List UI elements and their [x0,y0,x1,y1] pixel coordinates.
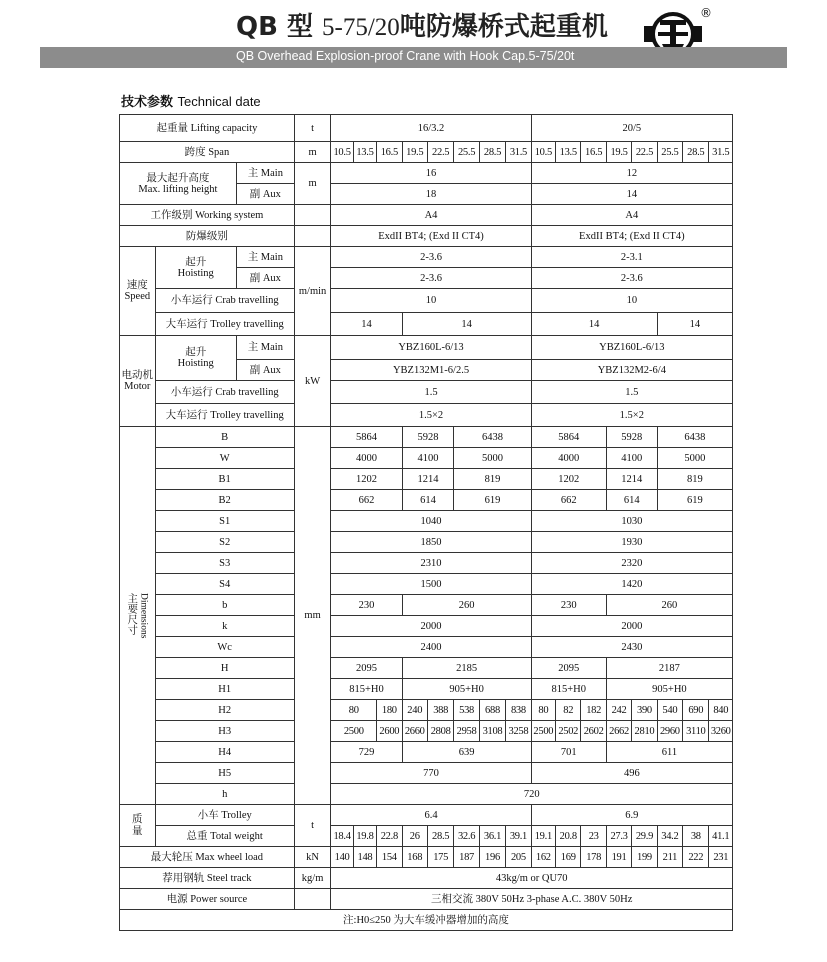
table-cell: 5000 [454,448,531,469]
registered-mark: ® [700,6,712,20]
table-cell: 1040 [331,511,531,532]
table-cell: 2187 [606,658,732,679]
table-cell: 729 [331,742,402,763]
table-cell: 10.5 [331,142,353,163]
table-cell: 23 [581,826,606,847]
table-cell: 4000 [531,448,606,469]
table-cell: 2095 [531,658,606,679]
table-cell: YBZ132M2-6/4 [531,360,732,381]
table-cell: 19.1 [531,826,555,847]
table-cell: 5928 [606,427,657,448]
row-dim-k [120,616,733,637]
table-cell: 28.5 [683,142,709,163]
table-cell: 16/3.2 [331,115,531,142]
table-cell: 1.5 [531,381,732,404]
table-cell: 14 [657,313,732,336]
table-cell: 1030 [531,511,732,532]
table-cell: H [155,658,294,679]
table-cell: 小车运行 Crab travelling [155,381,294,404]
table-cell: 4100 [402,448,454,469]
table-cell: B [155,427,294,448]
mass-label: 质量 [120,805,156,847]
table-cell: 2500 [331,721,377,742]
table-cell: 6438 [657,427,732,448]
table-cell: 540 [657,700,682,721]
motor-hoist-label: 起升 Hoisting [155,336,236,381]
table-cell: 230 [331,595,402,616]
table-cell: 180 [377,700,402,721]
table-cell: 28.5 [479,142,505,163]
row-span [120,142,733,163]
table-cell: kg/m [294,868,331,889]
table-cell: 6.4 [331,805,531,826]
table-cell: 4100 [606,448,657,469]
table-cell: 2602 [581,721,606,742]
table-cell: 小车 Trolley [155,805,294,826]
table-cell: 最大轮压 Max wheel load [120,847,295,868]
table-cell: 27.3 [606,826,631,847]
table-cell: 副 Aux [236,268,294,289]
table-cell: 22.8 [377,826,402,847]
table-cell: 2185 [402,658,531,679]
table-cell: 2808 [427,721,453,742]
table-cell: W [155,448,294,469]
table-cell: 5000 [657,448,732,469]
subtitle: QB Overhead Explosion-proof Crane with Hook Cap.5-75/20t [236,49,575,63]
table-cell: 34.2 [657,826,682,847]
table-cell: B2 [155,490,294,511]
row-dim-H5 [120,763,733,784]
table-cell: 主 Main [236,336,294,360]
table-cell: S3 [155,553,294,574]
table-cell: 815+H0 [331,679,402,700]
table-cell: 2-3.1 [531,247,732,268]
row-motor-main [120,336,733,360]
table-cell: 4000 [331,448,402,469]
table-cell: 38 [683,826,709,847]
table-cell: 2662 [606,721,631,742]
table-cell: 5864 [531,427,606,448]
table-cell: YBZ132M1-6/2.5 [331,360,531,381]
table-cell: 690 [683,700,709,721]
row-wheel-load [120,847,733,868]
table-cell: 230 [531,595,606,616]
table-cell: 3108 [479,721,505,742]
table-cell: A4 [331,205,531,226]
table-cell: 662 [331,490,402,511]
table-cell: m [294,163,331,205]
table-cell: 荐用钢轨 Steel track [120,868,295,889]
row-dim-S4 [120,574,733,595]
table-cell: 5864 [331,427,402,448]
table-cell: Wc [155,637,294,658]
table-cell: 2400 [331,637,531,658]
table-cell: 25.5 [454,142,479,163]
row-mass-total [120,826,733,847]
table-cell: 260 [402,595,531,616]
section-title: 技术参数 Technical date [121,94,261,110]
table-cell: 182 [581,700,606,721]
table-cell: 16.5 [377,142,402,163]
table-cell: 2-3.6 [331,247,531,268]
table-cell: 199 [632,847,657,868]
table-cell: 2000 [531,616,732,637]
table-cell: 175 [427,847,453,868]
table-cell: 20/5 [531,115,732,142]
table-cell: S1 [155,511,294,532]
table-cell: 905+H0 [402,679,531,700]
table-cell: kW [294,336,331,427]
table-cell: 副 Aux [236,360,294,381]
table-cell: YBZ160L-6/13 [331,336,531,360]
row-speed-main [120,247,733,268]
table-cell: 总重 Total weight [155,826,294,847]
table-cell: m/min [294,247,331,336]
table-cell: 148 [353,847,376,868]
table-cell: 1850 [331,532,531,553]
table-cell: YBZ160L-6/13 [531,336,732,360]
row-dim-B2 [120,490,733,511]
table-cell: 1930 [531,532,732,553]
table-cell: 14 [531,184,732,205]
table-cell: 26 [402,826,427,847]
table-cell: 2-3.6 [531,268,732,289]
table-cell: ExdII BT4; (Exd II CT4) [531,226,732,247]
row-speed-trolley [120,313,733,336]
table-cell: 14 [402,313,531,336]
table-cell: 14 [331,313,402,336]
table-cell: 838 [506,700,531,721]
table-cell: 10 [331,289,531,313]
table-cell: 13.5 [556,142,581,163]
table-cell: 619 [657,490,732,511]
table-cell: 29.9 [632,826,657,847]
row-dim-B1 [120,469,733,490]
row-dim-S2 [120,532,733,553]
table-cell [294,226,331,247]
table-cell: 防爆级别 [120,226,295,247]
table-cell: 18.4 [331,826,353,847]
table-cell: 22.5 [427,142,453,163]
row-dim-H2 [120,700,733,721]
table-cell: 80 [331,700,377,721]
table-cell: 2958 [454,721,479,742]
row-working-system [120,205,733,226]
table-cell: 2960 [657,721,682,742]
table-cell: 16.5 [581,142,606,163]
table-cell: 6.9 [531,805,732,826]
table-cell: 260 [606,595,732,616]
table-cell: 2310 [331,553,531,574]
table-cell: 10.5 [531,142,555,163]
table-cell: 819 [657,469,732,490]
table-cell: 496 [531,763,732,784]
table-cell: 大车运行 Trolley travelling [155,404,294,427]
table-cell: 主 Main [236,163,294,184]
row-dim-b [120,595,733,616]
table-cell: H3 [155,721,294,742]
table-cell: H5 [155,763,294,784]
table-cell: 2500 [531,721,555,742]
table-cell: t [294,115,331,142]
table-cell: 20.8 [556,826,581,847]
row-dim-H3 [120,721,733,742]
table-cell: 6438 [454,427,531,448]
table-cell: 1500 [331,574,531,595]
table-cell: 611 [606,742,732,763]
table-cell: 1.5×2 [331,404,531,427]
table-cell: 538 [454,700,479,721]
row-mass-trolley [120,805,733,826]
table-cell: 1.5×2 [531,404,732,427]
row-dim-H4 [120,742,733,763]
row-speed-crab [120,289,733,313]
table-cell: 688 [479,700,505,721]
row-dim-H1 [120,679,733,700]
table-cell: t [294,805,331,847]
table-cell: 起重量 Lifting capacity [120,115,295,142]
table-cell: 231 [709,847,733,868]
table-cell: mm [294,427,331,805]
table-cell: 3110 [683,721,709,742]
table-cell: 1214 [402,469,454,490]
table-cell: B1 [155,469,294,490]
table-cell: 工作级别 Working system [120,205,295,226]
row-note [120,910,733,931]
table-cell: 191 [606,847,631,868]
table-cell: 1214 [606,469,657,490]
table-cell: S4 [155,574,294,595]
max-lift-label: 最大起升高度 Max. lifting height [120,163,237,205]
table-cell: 2502 [556,721,581,742]
table-cell: 819 [454,469,531,490]
table-cell: 41.1 [709,826,733,847]
table-cell: 211 [657,847,682,868]
table-cell: 副 Aux [236,184,294,205]
table-cell: 12 [531,163,732,184]
table-cell: 390 [632,700,657,721]
table-cell: 28.5 [427,826,453,847]
table-cell: 2430 [531,637,732,658]
row-dim-H [120,658,733,679]
speed-label: 速度 Speed [120,247,156,336]
table-cell: 815+H0 [531,679,606,700]
table-cell: 5928 [402,427,454,448]
row-explosion-class [120,226,733,247]
table-cell: 168 [402,847,427,868]
row-dim-B [120,427,733,448]
table-cell: 2600 [377,721,402,742]
table-cell: 222 [683,847,709,868]
table-cell: 电源 Power source [120,889,295,910]
table-cell: kN [294,847,331,868]
table-cell [294,205,331,226]
table-cell: 1420 [531,574,732,595]
table-cell: A4 [531,205,732,226]
table-cell: 31.5 [506,142,531,163]
table-cell: 82 [556,700,581,721]
row-dim-S1 [120,511,733,532]
table-cell: 2660 [402,721,427,742]
table-cell: 80 [531,700,555,721]
table-cell: 905+H0 [606,679,732,700]
table-cell: 2000 [331,616,531,637]
row-lifting-capacity [120,115,733,142]
table-cell: 10 [531,289,732,313]
table-cell: 240 [402,700,427,721]
row-power-source [120,889,733,910]
table-cell: 25.5 [657,142,682,163]
table-cell: 注:H0≤250 为大车缓冲器增加的高度 [120,910,733,931]
table-cell: 39.1 [506,826,531,847]
table-cell: 701 [531,742,606,763]
table-cell: 639 [402,742,531,763]
table-cell: 36.1 [479,826,505,847]
row-motor-crab [120,381,733,404]
table-cell: ExdII BT4; (Exd II CT4) [331,226,531,247]
table-cell: 14 [531,313,657,336]
table-cell: 1.5 [331,381,531,404]
table-cell: 1202 [531,469,606,490]
row-motor-trolley [120,404,733,427]
table-cell: 2-3.6 [331,268,531,289]
table-cell: 154 [377,847,402,868]
speed-hoist-label: 起升 Hoisting [155,247,236,289]
spec-table [119,114,733,931]
table-cell: 19.5 [402,142,427,163]
table-cell: h [155,784,294,805]
table-cell: 主 Main [236,247,294,268]
table-cell: 3260 [709,721,733,742]
table-cell: 614 [402,490,454,511]
table-cell: 1202 [331,469,402,490]
table-cell: 跨度 Span [120,142,295,163]
table-cell: 162 [531,847,555,868]
table-cell: H1 [155,679,294,700]
table-cell: 3258 [506,721,531,742]
motor-label: 电动机 Motor [120,336,156,427]
table-cell: 187 [454,847,479,868]
table-cell: 31.5 [709,142,733,163]
table-cell: 43kg/m or QU70 [331,868,733,889]
table-cell: 13.5 [353,142,376,163]
page-title: QB 型 5-75/20吨防爆桥式起重机 [236,12,608,42]
row-steel-track [120,868,733,889]
dimensions-label: 主要尺寸 Dimensions [120,427,156,805]
table-cell: 205 [506,847,531,868]
table-cell: S2 [155,532,294,553]
table-cell: H4 [155,742,294,763]
table-cell: 388 [427,700,453,721]
table-cell: 2810 [632,721,657,742]
table-cell: 16 [331,163,531,184]
table-cell: 32.6 [454,826,479,847]
row-max-lift-main [120,163,733,184]
table-cell: 614 [606,490,657,511]
table-cell: 小车运行 Crab travelling [155,289,294,313]
table-cell: 19.5 [606,142,631,163]
table-cell: 2095 [331,658,402,679]
table-cell: 242 [606,700,631,721]
table-cell: 840 [709,700,733,721]
row-dim-Wc [120,637,733,658]
table-cell: 18 [331,184,531,205]
row-dim-W [120,448,733,469]
table-cell: 22.5 [632,142,657,163]
table-cell: 178 [581,847,606,868]
table-cell: m [294,142,331,163]
table-cell: k [155,616,294,637]
table-cell: 720 [331,784,733,805]
table-cell: 大车运行 Trolley travelling [155,313,294,336]
row-dim-S3 [120,553,733,574]
table-cell: 196 [479,847,505,868]
table-cell [294,889,331,910]
table-cell: b [155,595,294,616]
table-cell: 140 [331,847,353,868]
table-cell: 619 [454,490,531,511]
table-cell: 662 [531,490,606,511]
table-cell: 19.8 [353,826,376,847]
table-cell: 169 [556,847,581,868]
table-cell: H2 [155,700,294,721]
table-cell: 三相交流 380V 50Hz 3-phase A.C. 380V 50Hz [331,889,733,910]
row-dim-h [120,784,733,805]
table-cell: 2320 [531,553,732,574]
table-cell: 770 [331,763,531,784]
